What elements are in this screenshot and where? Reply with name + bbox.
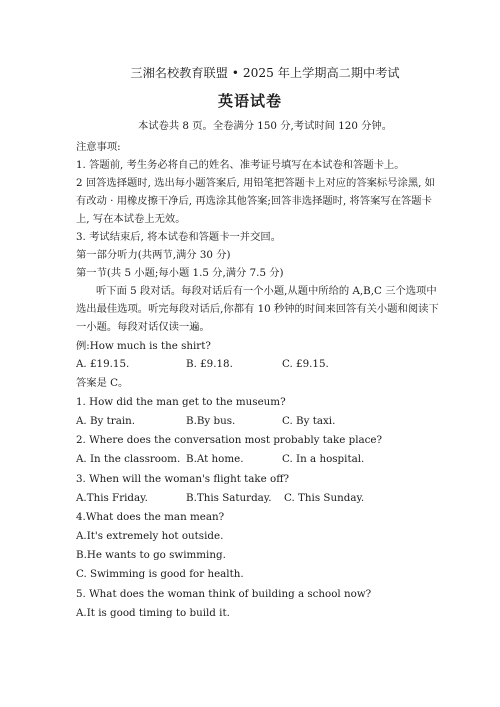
notice-item-2-end: 上, 写在本试卷上无效。 [76, 213, 186, 225]
q3-option-c: C. This Sunday. [284, 492, 365, 504]
notice-heading: 注意事项: [76, 141, 121, 153]
q4-option-b: B.He wants to go swimming. [76, 549, 226, 561]
example-option-b: B. £9.18. [186, 358, 233, 370]
q3-option-a: A.This Friday. [76, 492, 148, 504]
subject-title: 英语试卷 [217, 92, 282, 110]
notice-item-2: 2 回答选择题时, 选出每小题答案后, 用铅笔把答题卡上对应的答案标号涂黑, 如 [76, 177, 435, 189]
part1-heading: 第一部分听力(共两节,满分 30 分) [76, 249, 231, 261]
notice-item-2-cont: 有改动 · 用橡皮擦干净后, 再选涂其他答案;回答非选择题时, 将答案写在答题卡 [76, 195, 432, 207]
q1-option-c: C. By taxi. [282, 415, 336, 427]
question-3: 3. When will the woman's flight take off? [76, 473, 290, 485]
q1-option-b: B.By bus. [186, 415, 236, 427]
instructions-line-2: 选出最佳选项。听完每段对话后,你都有 10 秒钟的时间来回答有关小题和阅读下 [76, 303, 439, 315]
question-4: 4.What does the man mean? [76, 511, 225, 523]
q4-option-c: C. Swimming is good for health. [76, 568, 244, 580]
notice-item-3: 3. 考试结束后, 将本试卷和答题卡一并交回。 [76, 231, 281, 243]
instructions-line-1: 听下面 5 段对话。每段对话后有一个小题,从题中所给的 A,B,C 三个选项中 [96, 285, 437, 297]
example-option-a: A. £19.15. [76, 358, 130, 370]
question-1: 1. How did the man get to the museum? [76, 396, 286, 408]
q4-option-a: A.It's extremely hot outside. [76, 530, 224, 542]
question-2: 2. Where does the conversation most probably take place? [76, 434, 383, 446]
exam-info: 本试卷共 8 页。全卷满分 150 分,考试时间 120 分钟。 [137, 120, 393, 132]
q2-option-b: B.At home. [186, 453, 244, 465]
q1-option-a: A. By train. [76, 415, 136, 427]
q5-option-a: A.It is good timing to build it. [76, 607, 230, 619]
q2-option-a: A. In the classroom. [76, 453, 181, 465]
q3-option-b: B.This Saturday. [186, 492, 272, 504]
notice-item-1: 1. 答题前, 考生务必将自己的姓名、准考证号填写在本试卷和答题卡上。 [76, 159, 405, 171]
section1-heading: 第一节(共 5 小题;每小题 1.5 分,满分 7.5 分) [76, 267, 284, 279]
instructions-line-3: 一小题。每段对话仅读一遍。 [76, 321, 210, 333]
question-5: 5. What does the woman think of building a school now? [76, 588, 372, 600]
example-question: 例:How much is the shirt? [76, 340, 211, 352]
q2-option-c: C. In a hospital. [282, 453, 365, 465]
example-answer: 答案是 C。 [76, 377, 129, 389]
example-option-c: C. £9.15. [282, 358, 329, 370]
exam-title: 三湘名校教育联盟 • 2025 年上学期高二期中考试 [130, 66, 400, 80]
